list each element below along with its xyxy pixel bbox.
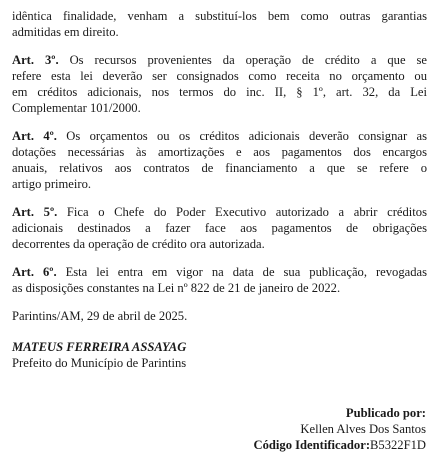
article-3-label: Art. 3º. <box>12 53 59 67</box>
publication-block <box>254 405 426 453</box>
article-3-line-3: em créditos adicionais, nos termos do inc. II, § 1º, art. 32, da Lei <box>12 85 427 99</box>
publisher-name: Kellen Alves Dos Santos <box>300 422 426 436</box>
intro-line-2: admitidas em direito. <box>12 25 119 39</box>
article-5-text-1: Fica o Chefe do Poder Executivo autorizado a abrir créditos <box>57 205 427 219</box>
article-5 <box>12 204 427 252</box>
signer-name: MATEUS FERREIRA ASSAYAG <box>12 340 187 354</box>
article-6 <box>12 264 427 296</box>
article-4 <box>12 128 427 192</box>
article-3-line-1 <box>12 52 427 68</box>
article-3-line-2: refere esta lei deverão ser consignados como receita no orçamento ou <box>12 69 427 83</box>
identifier-line <box>254 438 426 452</box>
document-body <box>12 8 427 371</box>
article-4-label: Art. 4º. <box>12 129 57 143</box>
intro-paragraph <box>12 8 427 40</box>
article-5-line-1 <box>12 204 427 220</box>
article-6-text-1: Esta lei entra em vigor na data de sua publicação, revogadas <box>56 265 427 279</box>
intro-line-1: idêntica finalidade, venham a substituí-los bem como outras garantias <box>12 9 427 23</box>
article-4-line-1 <box>12 128 427 144</box>
article-3-line-4: Complementar 101/2000. <box>12 101 141 115</box>
article-4-line-4: artigo primeiro. <box>12 177 92 191</box>
date-line: Parintins/AM, 29 de abril de 2025. <box>12 309 188 323</box>
article-5-line-3: decorrentes da operação de crédito ora autorizada. <box>12 237 265 251</box>
article-5-line-2: adicionais destinados a fazer face aos pagamentos de obrigações <box>12 221 427 235</box>
article-4-line-2: dotações necessárias às amortizações e aos pagamentos dos encargos <box>12 145 427 159</box>
article-4-line-3: anuais, relativos aos contratos de financiamento a que se refere o <box>12 161 427 175</box>
article-6-line-1 <box>12 264 427 280</box>
article-6-line-2: as disposições constantes na Lei nº 822 de 21 de janeiro de 2022. <box>12 281 341 295</box>
article-3-text-1: Os recursos provenientes da operação de crédito a que se <box>58 53 428 67</box>
published-by-label: Publicado por: <box>345 406 426 420</box>
article-4-text-1: Os orçamentos ou os créditos adicionais deverão consignar as <box>56 129 428 143</box>
signer-role: Prefeito do Município de Parintins <box>12 356 187 370</box>
identifier-label: Código Identificador: <box>253 438 371 452</box>
article-5-label: Art. 5º. <box>12 205 58 219</box>
signature-block <box>12 339 427 371</box>
article-6-label: Art. 6º. <box>12 265 57 279</box>
article-3 <box>12 52 427 116</box>
identifier-code: B5322F1D <box>370 438 426 452</box>
